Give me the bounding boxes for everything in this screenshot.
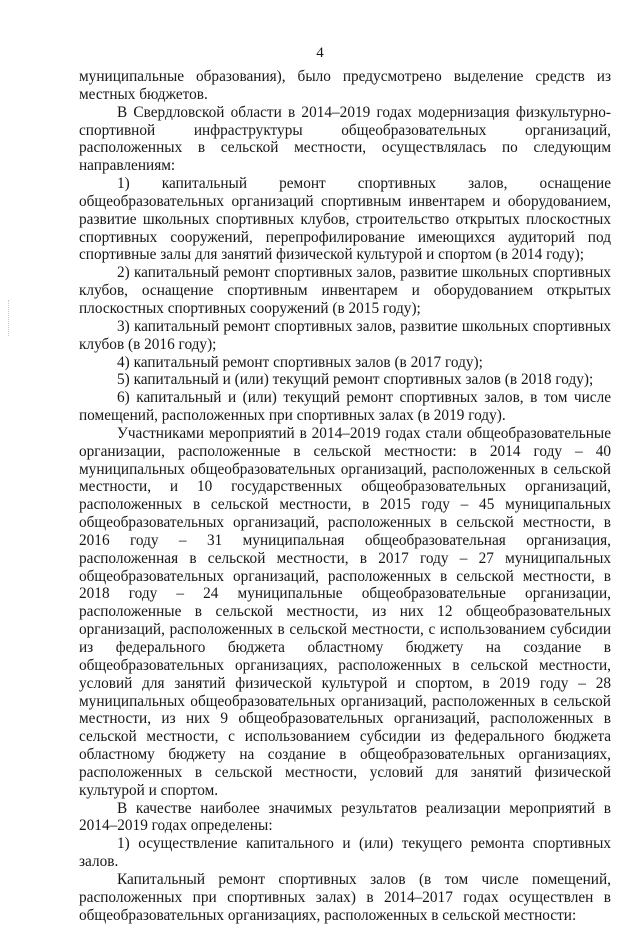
list-item-2: 2) капитальный ремонт спортивных залов, развитие школьных спортивных клубов, оснащение спортивным инвентарем и оборудованием открытых плоскостных спортивных сооружений (в 2015 году);: [79, 264, 611, 317]
paragraph-results: В качестве наиболее значимых результатов реализации мероприятий в 2014–2019 годах определены:: [79, 799, 611, 835]
list-item-5: 5) капитальный и (или) текущий ремонт спортивных залов (в 2018 году);: [117, 371, 594, 389]
results-item-1: 1) осуществление капитального и (или) текущего ремонта спортивных залов.: [79, 835, 611, 871]
paragraph-continuation: муниципальные образования), было предусмотрено выделение средств из местных бюджетов.: [79, 68, 611, 103]
list-item-6: 6) капитальный и (или) текущий ремонт спортивных залов, в том числе помещений, расположенных при спортивных залах (в 2019 году).: [79, 389, 611, 425]
paragraph-repair: Капитальный ремонт спортивных залов (в том числе помещений, расположенных при спортивных залах) в 2014–2017 годах осуществлен в общеобразовательных организациях, расположенных в сельской местности:: [79, 870, 611, 924]
page-number: 4: [316, 45, 324, 61]
paragraph-intro: В Свердловской области в 2014–2019 годах модернизация физкультурно-спортивной инфраструктуры общеобразовательных организаций, расположенных в сельской местности, осуществлялась по следующим направлениям:: [79, 103, 611, 175]
paragraph-participants: Участниками мероприятий в 2014–2019 годах стали общеобразовательные организации, расположенные в сельской местности: в 2014 году – 40 муниципальных общеобразовательных организаций, расположенных в сельской местности, и 10 государственных общеобразовательных организаций, расположенных в сельской местности, в 2015 году – 45 муниципальных общеобразовательных организаций, расположенных в сельской местности, в 2016 году – 31 муниципальная общеобразовательная организация, расположенная в сельской местности, в 2017 году – 27 муниципальных общеобразовательных организаций, расположенных в сельской местности, в 2018 году – 24 муниципальные общеобразовательные организации, расположенные в сельской местности, из них 12 общеобразовательных организаций, расположенных в сельской местности, с использованием субсидии из федерального бюджета областному бюджету на создание в общеобразовательных организациях, расположенных в сельской местности, условий для занятий физической культурой и спортом, в 2019 году – 28 муниципальных общеобразовательных организаций, расположенных в сельской местности, из них 9 общеобразовательных организаций, расположенных в сельской местности, с использованием субсидии из федерального бюджета областному бюджету на создание в общеобразовательных организациях, расположенных в сельской местности, условий для занятий физической культурой и спортом.: [79, 424, 611, 799]
document-body: [79, 68, 611, 925]
margin-mark: [8, 300, 11, 336]
list-item-3: 3) капитальный ремонт спортивных залов, развитие школьных спортивных клубов (в 2016 году);: [79, 317, 611, 353]
list-item-4: 4) капитальный ремонт спортивных залов (в 2017 году);: [117, 353, 483, 371]
list-item-1: 1) капитальный ремонт спортивных залов, оснащение общеобразовательных организаций спортивным инвентарем и оборудованием, развитие школьных спортивных клубов, строительство открытых плоскостных спортивных сооружений, перепрофилирование имеющихся аудиторий под спортивные залы для занятий физической культурой и спортом (в 2014 году);: [79, 175, 611, 264]
